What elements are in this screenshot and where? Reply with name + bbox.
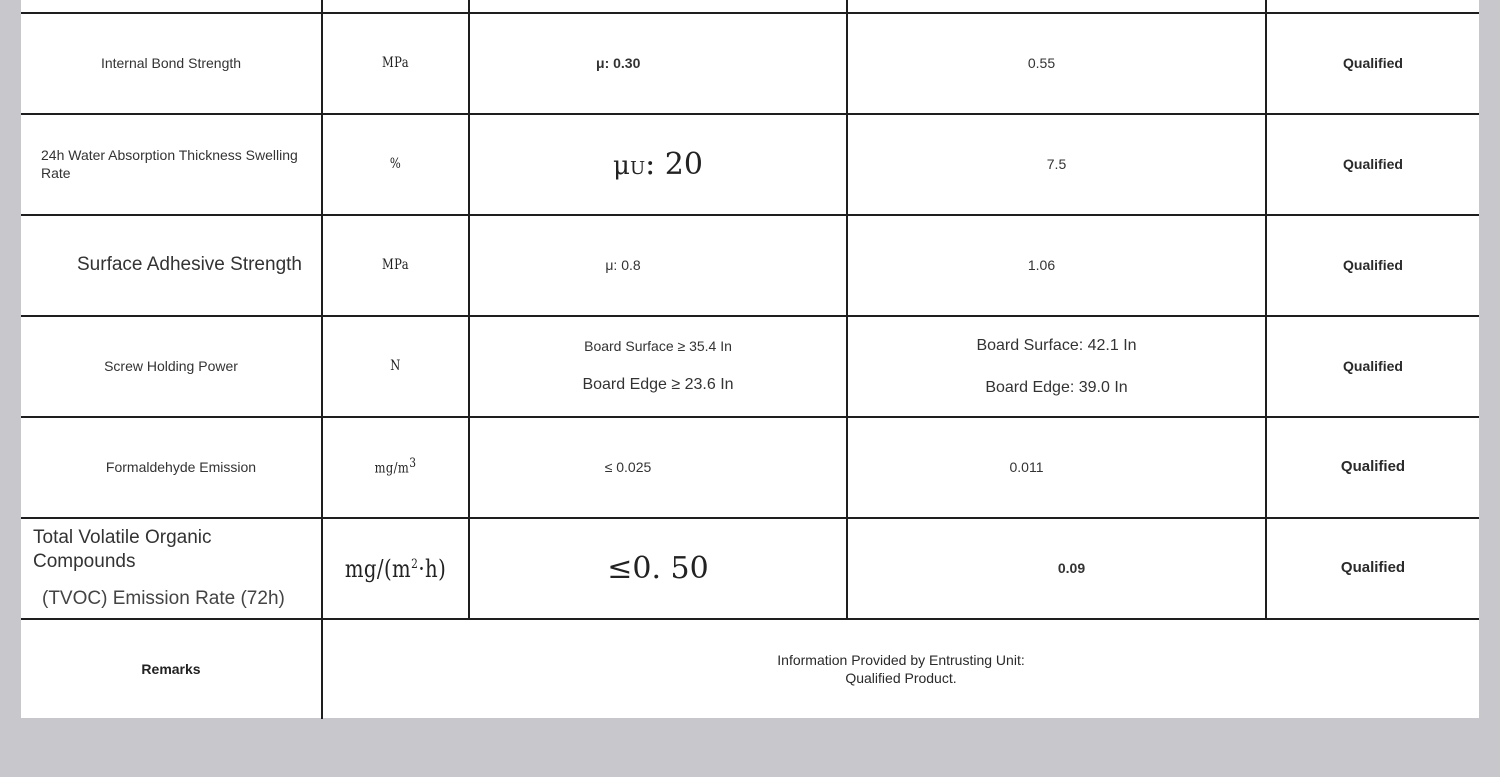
judgement: Qualified — [1266, 114, 1479, 215]
standard-line-edge: Board Edge ≥ 23.6 In — [582, 376, 734, 394]
judgement: Qualified — [1266, 417, 1479, 518]
test-result: 7.5 — [847, 114, 1266, 215]
standard-requirement: μ: 0.30 — [469, 13, 847, 114]
judgement: Qualified — [1266, 518, 1479, 619]
standard-requirement: μ: 0.8 — [469, 215, 847, 316]
unit-superscript: 3 — [409, 456, 417, 472]
standard-requirement — [469, 316, 847, 417]
unit-pre: mg/(m — [344, 554, 412, 583]
test-result: 1.06 — [847, 215, 1266, 316]
standard-symbol: μ — [613, 150, 630, 181]
result-line-edge: Board Edge: 39.0 In — [985, 378, 1128, 396]
test-item: Formaldehyde Emission — [21, 417, 322, 518]
table-row — [21, 215, 1479, 316]
table-row — [21, 316, 1479, 417]
unit — [335, 518, 456, 619]
test-item — [21, 518, 322, 619]
test-item: Surface Adhesive Strength — [21, 215, 322, 316]
judgement: Qualified — [1266, 316, 1479, 417]
unit — [335, 417, 456, 518]
unit: MPa — [335, 13, 456, 114]
remarks-text — [322, 619, 1479, 719]
test-result: 0.011 — [847, 417, 1266, 518]
test-result: 0.55 — [847, 13, 1266, 114]
test-item-line2: (TVOC) Emission Rate (72h) — [42, 588, 285, 610]
remarks-label: Remarks — [21, 619, 322, 719]
table-row — [21, 518, 1479, 619]
unit-post: ·h) — [418, 554, 447, 583]
table-row-partial — [21, 0, 1479, 13]
standard-colon: : — [645, 146, 665, 182]
unit-superscript: 2 — [411, 556, 419, 572]
judgement: Qualified — [1266, 13, 1479, 114]
result-line-surface: Board Surface: 42.1 In — [976, 336, 1137, 354]
test-result — [847, 316, 1266, 417]
table-row — [21, 13, 1479, 114]
unit: % — [335, 114, 456, 215]
standard-requirement: ≤0. 50 — [469, 518, 847, 619]
remarks-line2: Qualified Product. — [845, 669, 957, 686]
remarks-line1: Information Provided by Entrusting Unit: — [777, 652, 1025, 668]
table-row — [21, 114, 1479, 215]
standard-value: 20 — [664, 146, 703, 182]
table-row — [21, 417, 1479, 518]
unit-base: mg/m — [374, 461, 410, 478]
test-item: Internal Bond Strength — [21, 13, 322, 114]
test-item: Screw Holding Power — [21, 316, 322, 417]
standard-subscript: U — [629, 157, 646, 179]
test-results-table — [21, 0, 1479, 719]
unit: N — [335, 316, 456, 417]
test-item: 24h Water Absorption Thickness Swelling Rate — [21, 114, 322, 215]
standard-requirement: ≤ 0.025 — [469, 417, 847, 518]
remarks-row — [21, 619, 1479, 719]
test-result: 0.09 — [847, 518, 1266, 619]
test-item-line1: Total Volatile Organic Compounds — [33, 526, 212, 572]
standard-requirement — [469, 114, 847, 215]
judgement: Qualified — [1266, 215, 1479, 316]
standard-line-surface: Board Surface ≥ 35.4 In — [584, 337, 732, 354]
unit: MPa — [335, 215, 456, 316]
